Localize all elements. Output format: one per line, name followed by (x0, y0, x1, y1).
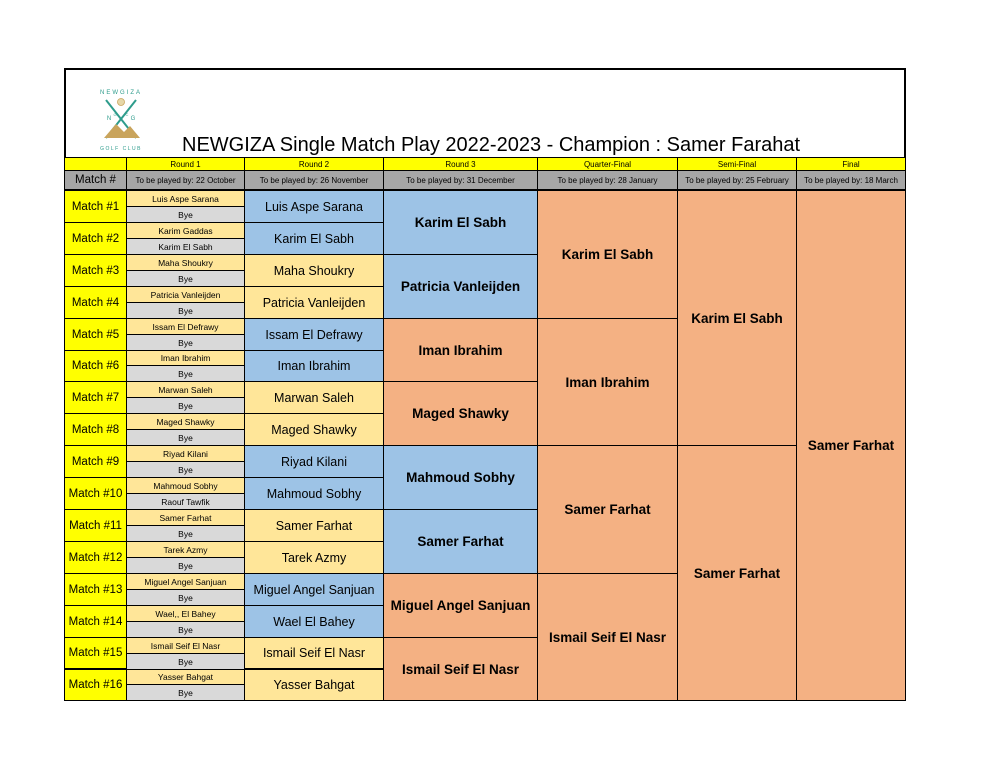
match-label: Match #6 (64, 350, 127, 382)
quarter-final-deadline: To be played by: 28 January (537, 170, 678, 190)
round-3-deadline: To be played by: 31 December (383, 170, 538, 190)
final-deadline: To be played by: 18 March (796, 170, 906, 190)
round-2-player: Karim El Sabh (244, 222, 384, 255)
match-label: Match #5 (64, 318, 127, 351)
round-1-player: Tarek Azmy (126, 541, 245, 558)
match-label: Match #1 (64, 190, 127, 223)
round-1-player: Bye (126, 365, 245, 382)
round-1-player: Bye (126, 270, 245, 287)
logo-monogram-n: N (106, 116, 112, 122)
round-1-player: Karim Gaddas (126, 222, 245, 239)
round-3-player: Maged Shawky (383, 381, 538, 446)
match-label: Match #7 (64, 381, 127, 414)
header-blank-cell (64, 157, 127, 171)
final-winner: Samer Farhat (796, 190, 906, 701)
round-3-name: Round 3 (383, 157, 538, 171)
logo-monogram-g2: G (113, 112, 117, 117)
quarter-final-name: Quarter-Final (537, 157, 678, 171)
round-1-player: Yasser Bahgat (126, 669, 245, 685)
quarter-final-player: Iman Ibrahim (537, 318, 678, 446)
round-2-player: Riyad Kilani (244, 445, 384, 478)
round-2-player: Issam El Defrawy (244, 318, 384, 351)
round-1-player: Marwan Saleh (126, 381, 245, 398)
round-2-player: Tarek Azmy (244, 541, 384, 574)
round-2-player: Iman Ibrahim (244, 350, 384, 382)
round-1-name: Round 1 (126, 157, 245, 171)
round-1-player: Ismail Seif El Nasr (126, 637, 245, 654)
round-2-player: Maha Shoukry (244, 254, 384, 287)
round-2-player: Ismail Seif El Nasr (244, 637, 384, 669)
round-1-player: Bye (126, 461, 245, 478)
round-1-player: Bye (126, 589, 245, 606)
round-2-player: Samer Farhat (244, 509, 384, 542)
round-2-player: Marwan Saleh (244, 381, 384, 414)
logo-top-text: NEWGIZA (100, 90, 142, 96)
logo-monogram-c: C (125, 112, 129, 117)
round-1-player: Patricia Vanleijden (126, 286, 245, 303)
round-1-player: Maha Shoukry (126, 254, 245, 271)
round-3-player: Karim El Sabh (383, 190, 538, 255)
round-1-player: Maged Shawky (126, 413, 245, 430)
golf-club-logo (80, 82, 162, 154)
final-name: Final (796, 157, 906, 171)
round-1-player: Karim El Sabh (126, 238, 245, 255)
round-1-player: Issam El Defrawy (126, 318, 245, 335)
logo-bottom-text: GOLF CLUB (100, 146, 142, 152)
round-1-player: Bye (126, 302, 245, 319)
match-label: Match #10 (64, 477, 127, 510)
round-1-player: Luis Aspe Sarana (126, 190, 245, 207)
round-2-player: Miguel Angel Sanjuan (244, 573, 384, 606)
round-3-player: Samer Farhat (383, 509, 538, 574)
match-label: Match #3 (64, 254, 127, 287)
match-label: Match #12 (64, 541, 127, 574)
round-3-player: Ismail Seif El Nasr (383, 637, 538, 701)
match-label: Match #4 (64, 286, 127, 319)
semi-final-player: Karim El Sabh (677, 190, 797, 446)
match-number-header: Match # (64, 170, 127, 190)
quarter-final-player: Karim El Sabh (537, 190, 678, 319)
semi-final-name: Semi-Final (677, 157, 797, 171)
round-1-player: Bye (126, 397, 245, 414)
round-3-player: Patricia Vanleijden (383, 254, 538, 319)
quarter-final-player: Samer Farhat (537, 445, 678, 574)
round-1-player: Iman Ibrahim (126, 350, 245, 366)
round-2-player: Luis Aspe Sarana (244, 190, 384, 223)
round-1-deadline: To be played by: 22 October (126, 170, 245, 190)
round-2-name: Round 2 (244, 157, 384, 171)
round-2-deadline: To be played by: 26 November (244, 170, 384, 190)
round-2-player: Yasser Bahgat (244, 669, 384, 701)
round-1-player: Bye (126, 684, 245, 701)
round-1-player: Samer Farhat (126, 509, 245, 526)
round-3-player: Mahmoud Sobhy (383, 445, 538, 510)
round-1-player: Riyad Kilani (126, 445, 245, 462)
round-1-player: Miguel Angel Sanjuan (126, 573, 245, 590)
logo-monogram-g: G (130, 116, 136, 122)
round-1-player: Wael,, El Bahey (126, 605, 245, 622)
semi-final-deadline: To be played by: 25 February (677, 170, 797, 190)
round-1-player: Raouf Tawfik (126, 493, 245, 510)
match-label: Match #15 (64, 637, 127, 669)
round-2-player: Maged Shawky (244, 413, 384, 446)
match-label: Match #14 (64, 605, 127, 638)
quarter-final-player: Ismail Seif El Nasr (537, 573, 678, 701)
match-label: Match #9 (64, 445, 127, 478)
round-1-player: Bye (126, 429, 245, 446)
round-3-player: Iman Ibrahim (383, 318, 538, 382)
round-1-player: Bye (126, 653, 245, 670)
round-1-player: Bye (126, 525, 245, 542)
match-label: Match #11 (64, 509, 127, 542)
round-1-player: Bye (126, 206, 245, 223)
page-title: NEWGIZA Single Match Play 2022-2023 - Champion : Samer Farahat (182, 134, 801, 156)
match-label: Match #16 (64, 669, 127, 701)
round-1-player: Bye (126, 621, 245, 638)
match-label: Match #8 (64, 413, 127, 446)
round-3-player: Miguel Angel Sanjuan (383, 573, 538, 638)
match-label: Match #13 (64, 573, 127, 606)
match-label: Match #2 (64, 222, 127, 255)
round-1-player: Bye (126, 557, 245, 574)
round-2-player: Patricia Vanleijden (244, 286, 384, 319)
round-2-player: Mahmoud Sobhy (244, 477, 384, 510)
round-1-player: Mahmoud Sobhy (126, 477, 245, 494)
semi-final-player: Samer Farhat (677, 445, 797, 701)
round-2-player: Wael El Bahey (244, 605, 384, 638)
round-1-player: Bye (126, 334, 245, 351)
